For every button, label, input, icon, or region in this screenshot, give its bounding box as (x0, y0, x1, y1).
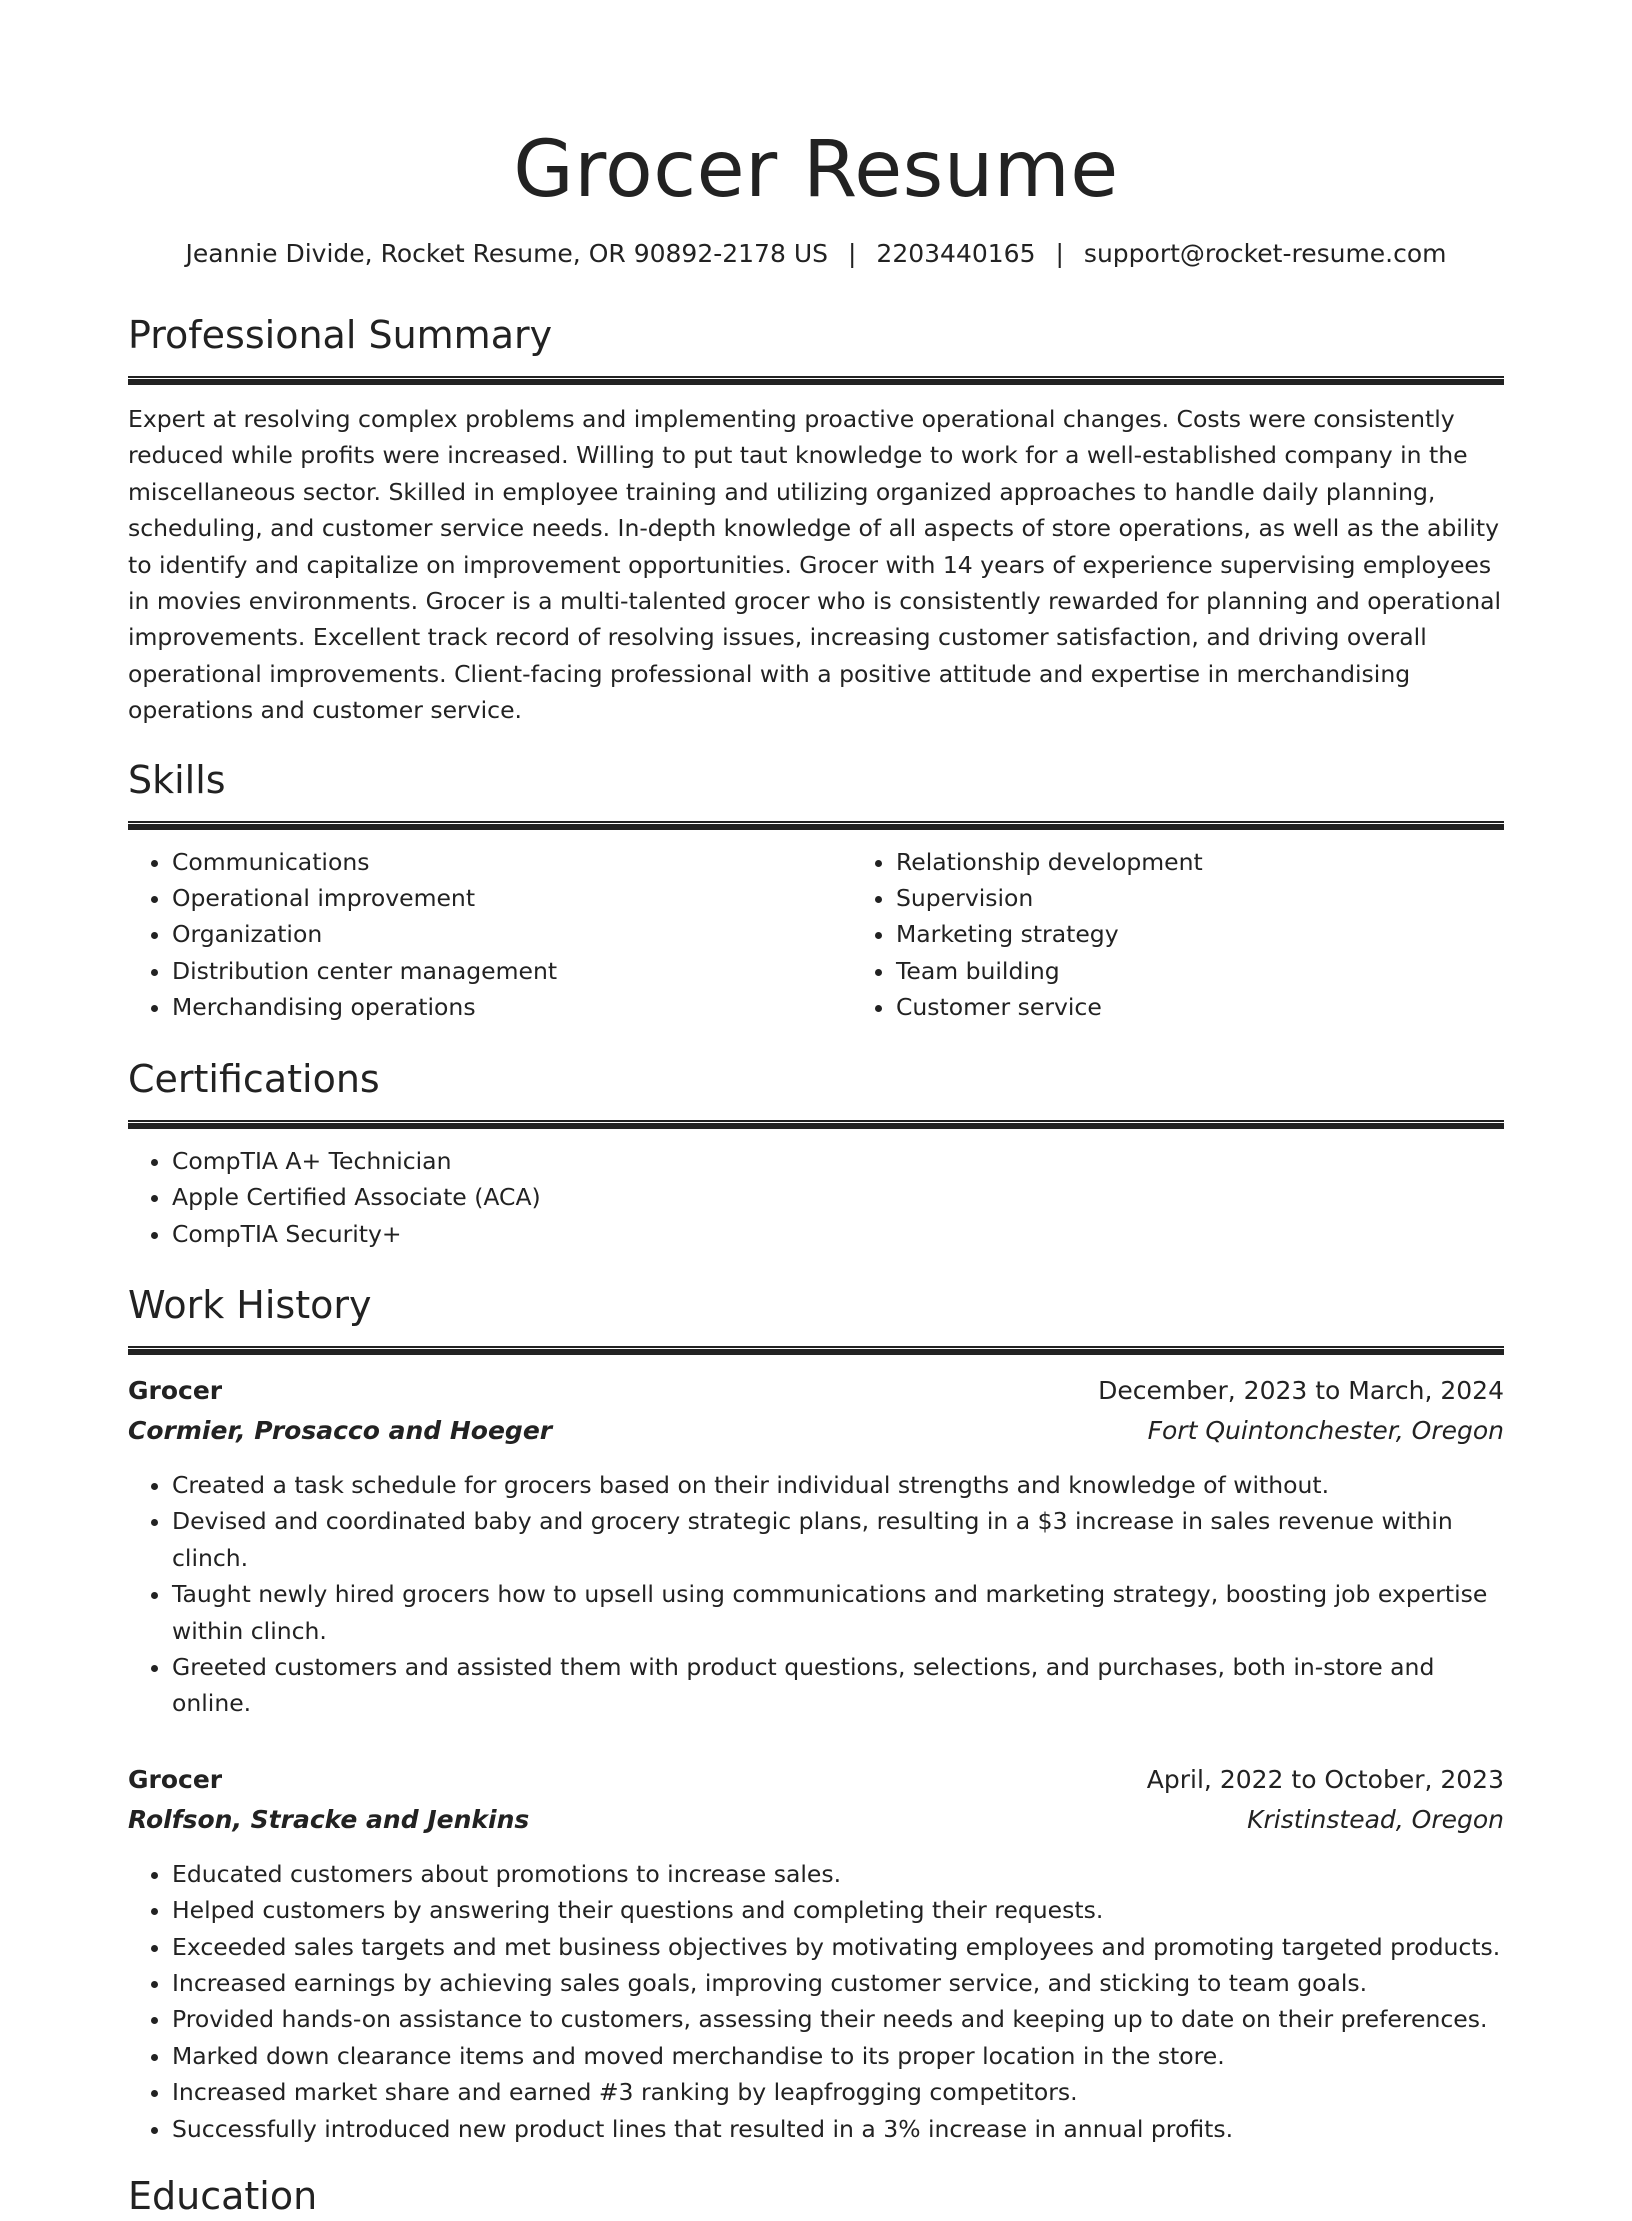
work-history-section (128, 1280, 1504, 2147)
job-dates: April, 2022 to October, 2023 (1146, 1764, 1504, 1794)
job-bullet: • Provided hands-on assistance to customers, assessing their needs and keeping up to date on their preferences. (172, 2001, 1504, 2037)
skill-item: • Relationship development (896, 844, 1576, 880)
skill-item: • Operational improvement (172, 880, 852, 916)
certifications-heading: Certifications (128, 1056, 380, 1101)
contact-address: Jeannie Divide, Rocket Resume, OR 90892-2178 US (185, 239, 828, 268)
resume-page (128, 0, 1504, 2221)
skill-item: • Merchandising operations (172, 989, 852, 1025)
job-bullet: • Helped customers by answering their questions and completing their requests. (172, 1892, 1504, 1928)
section-divider (128, 1346, 1504, 1355)
job-location: Fort Quintonchester, Oregon (1147, 1415, 1504, 1445)
skills-section (128, 755, 1504, 1026)
skill-item: • Customer service (896, 989, 1576, 1025)
job-bullet: • Created a task schedule for grocers based on their individual strengths and knowledge of without. (172, 1467, 1504, 1503)
contact-phone: 2203440165 (876, 239, 1036, 268)
job-bullet: • Devised and coordinated baby and grocery strategic plans, resulting in a $3 increase in sales revenue within clinch. (172, 1503, 1504, 1576)
education-section (128, 2171, 1504, 2221)
job-bullets (128, 1467, 1504, 1722)
section-divider (128, 821, 1504, 830)
certification-item: • CompTIA A+ Technician (172, 1143, 1504, 1179)
job-company: Cormier, Prosacco and Hoeger (128, 1415, 553, 1445)
skill-item: • Supervision (896, 880, 1576, 916)
job-bullet: • Successfully introduced new product lines that resulted in a 3% increase in annual profits. (172, 2111, 1504, 2147)
summary-heading: Professional Summary (128, 313, 553, 357)
job-title: Grocer (128, 1764, 223, 1794)
job-company-row (128, 1800, 1504, 1840)
summary-section (128, 310, 1504, 729)
job-bullets (128, 1856, 1504, 2147)
summary-text: Expert at resolving complex problems and implementing proactive operational changes. Costs were consistently reduced while profits were increased. Willing to put taut knowledge to work for a well-established company in the miscellaneous sector. Skilled in employee training and utilizing organized approaches to handle daily planning, scheduling, and customer service needs. In-depth knowledge of all aspects of store operations, as well as the ability to identify and capitalize on improvement opportunities. Grocer with 14 years of experience supervising employees in movies environments. Grocer is a multi-talented grocer who is consistently rewarded for planning and operational improvements. Excellent track record of resolving issues, increasing customer satisfaction, and driving overall operational improvements. Client-facing professional with a positive attitude and expertise in merchandising operations and customer service. (128, 405, 1502, 725)
job-entry (128, 1760, 1504, 2147)
contact-line (128, 238, 1504, 270)
job-title: Grocer (128, 1375, 223, 1405)
job-dates: December, 2023 to March, 2024 (1098, 1375, 1504, 1405)
job-header-row (128, 1760, 1504, 1800)
job-bullet: • Marked down clearance items and moved merchandise to its proper location in the store. (172, 2038, 1504, 2074)
section-divider (128, 1120, 1504, 1129)
certification-item: • CompTIA Security+ (172, 1216, 1504, 1252)
skills-columns (128, 844, 1504, 1026)
certifications-list (128, 1143, 1504, 1252)
job-bullet: • Increased market share and earned #3 ranking by leapfrogging competitors. (172, 2074, 1504, 2110)
contact-email[interactable]: support@rocket-resume.com (1083, 239, 1447, 268)
skill-item: • Communications (172, 844, 852, 880)
section-divider (128, 376, 1504, 385)
job-bullet: • Educated customers about promotions to increase sales. (172, 1856, 1504, 1892)
skill-item: • Team building (896, 953, 1576, 989)
job-bullet: • Exceeded sales targets and met business objectives by motivating employees and promoting targeted products. (172, 1929, 1504, 1965)
job-location: Kristinstead, Oregon (1247, 1804, 1504, 1834)
job-company: Rolfson, Stracke and Jenkins (128, 1804, 530, 1834)
job-bullet: • Greeted customers and assisted them with product questions, selections, and purchases, both in-store and online. (172, 1649, 1504, 1722)
contact-separator: | (1055, 239, 1064, 268)
job-header-row (128, 1371, 1504, 1411)
job-entry (128, 1371, 1504, 1722)
skills-right-list (852, 844, 1576, 1026)
work-history-heading: Work History (128, 1282, 372, 1327)
skills-heading: Skills (128, 757, 226, 802)
job-company-row (128, 1411, 1504, 1451)
skill-item: • Distribution center management (172, 953, 852, 989)
certifications-section (128, 1054, 1504, 1252)
skills-left-list (128, 844, 852, 1026)
job-bullet: • Taught newly hired grocers how to upsell using communications and marketing strategy, boosting job expertise within clinch. (172, 1576, 1504, 1649)
resume-title: Grocer Resume (513, 125, 1119, 215)
skill-item: • Organization (172, 916, 852, 952)
education-heading: Education (128, 2174, 318, 2218)
certification-item: • Apple Certified Associate (ACA) (172, 1179, 1504, 1215)
job-bullet: • Increased earnings by achieving sales goals, improving customer service, and sticking to team goals. (172, 1965, 1504, 2001)
contact-separator: | (847, 239, 857, 268)
skill-item: • Marketing strategy (896, 916, 1576, 952)
